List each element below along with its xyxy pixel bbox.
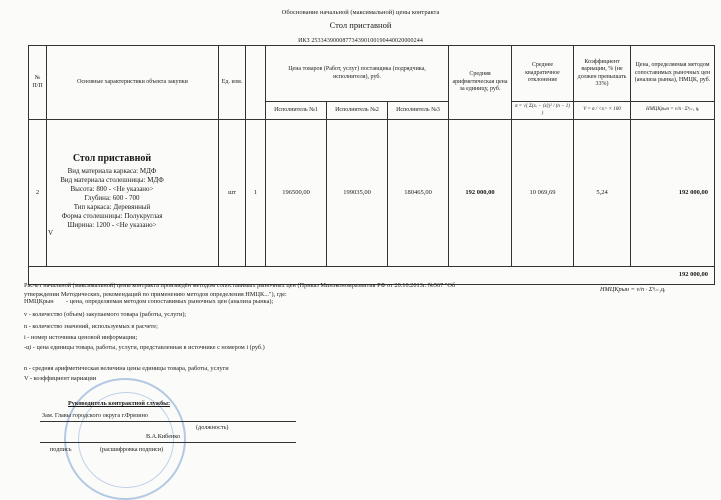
name-line [40,442,296,443]
header-characteristics: Основные характеристики объекта закупки [47,46,219,120]
item-line: Тип каркаса: Деревянный [73,202,151,211]
def-i: i - номер источника ценовой информации; [24,334,138,341]
method-paragraph-line-1: Расчет начальной (максимальной) цены контракта произведён методом сопоставимых рыночных цен (Приказ Минэкономразвития РФ от 20.10.2013г. №567 "Об [24,282,456,289]
def-n: n - количество значений, используемых в расчете; [24,323,158,330]
header-executor-2: Исполнитель №2 [327,102,388,120]
decode-caption: (расшифровка подписи) [100,446,164,453]
item-description [46,153,178,238]
formula-sd: σ = √( Σ(xᵢ − ⟨x⟩)² / (n − 1) ) [512,102,574,120]
nmck-formula: НМЦКрын = v/n · Σⁿᵢ₌₁цᵢ [600,286,666,293]
document-subtitle: Стол приставной [329,20,392,30]
row-coef: 5,24 [574,120,631,267]
def-nmck-key: НМЦКрын [24,298,54,305]
formula-coef: V = σ / <x> × 100 [574,102,631,120]
position-line [40,421,296,422]
iku-code: ИКЗ 253343900087734390100190440020000244 [298,38,423,44]
row-price-1: 196500,00 [266,120,327,267]
header-mean: Средняя арифметическая цена за единицу, руб. [449,46,512,120]
row-unit: шт [219,120,246,267]
row-price-3: 180465,00 [388,120,449,267]
signature-position: Зам. Главы городского округа г.Фрязино [42,412,149,419]
item-line: Вид материала столешницы: МДФ [60,175,164,184]
def-v: v - количество (объем) закупаемого товара (работы, услуги); [24,311,187,318]
signature-heading: Руководитель контрактной службы: [68,400,171,407]
row-num: 2 [29,120,47,267]
header-executor-1: Исполнитель №1 [266,102,327,120]
header-executor-3: Исполнитель №3 [388,102,449,120]
row-sd: 10 069,69 [512,120,574,267]
signatory-name: В.А.Кибенко [146,433,181,440]
item-line: Форма столешницы: Полукруглая [61,211,163,220]
row-price-2: 199035,00 [327,120,388,267]
header-prices: Цена товаров (Работ, услуг) поставщика (подрядчика, исполнителя), руб. [266,46,449,102]
header-nmck: Цена, определяемая методом сопоставимых рыночных цен (анализа рынка), НМЦК, руб. [631,46,715,102]
def-mean: n - средняя арифметическая величина цены единицы товара, работы, услуги [24,365,229,372]
item-line: Ширина: 1200 - <Не указано> [67,220,157,229]
def-coef: V - коэффициент вариации [24,375,97,382]
header-coef: Коэффициент вариации, % (не должен превышать 33%) [574,46,631,102]
row-mean: 192 000,00 [449,120,512,267]
document-title: Обоснование начальной (максимальной) цены контракта [281,9,440,16]
def-ci: -ці - цена единицы товара, работы, услуги, представленная в источнике с номером i (руб.) [24,344,265,351]
item-line: Высота: 800 - <Не указано> [70,184,154,193]
position-caption: (должность) [196,424,229,431]
item-line: Глубина: 600 - 700 [84,193,140,202]
total-value: 192 000,00 [631,267,715,285]
method-paragraph-line-2: утверждении Методических, рекомендаций по применению методов определения НМЦК..."), где: [24,291,287,298]
item-line: V [48,229,54,238]
header-unit: Ед. изм. [219,46,246,120]
item-title: Стол приставной [72,153,152,164]
def-nmck: - цена, определяемая методом сопоставимых рыночных цен (анализа рынка); [66,298,274,305]
sign-caption: подпись [50,446,72,453]
row-nmck: 192 000,00 [631,120,715,267]
row-qty: 1 [246,120,266,267]
header-sd: Среднее квадратичное отклонение [512,46,574,102]
formula-nmck: НМЦКрын = v/n · Σⁿᵢ₌₁ цᵢ [631,102,715,120]
header-qty [246,46,266,120]
header-num: № П/П [29,46,47,120]
item-line: Вид материала каркаса: МДФ [67,166,157,175]
